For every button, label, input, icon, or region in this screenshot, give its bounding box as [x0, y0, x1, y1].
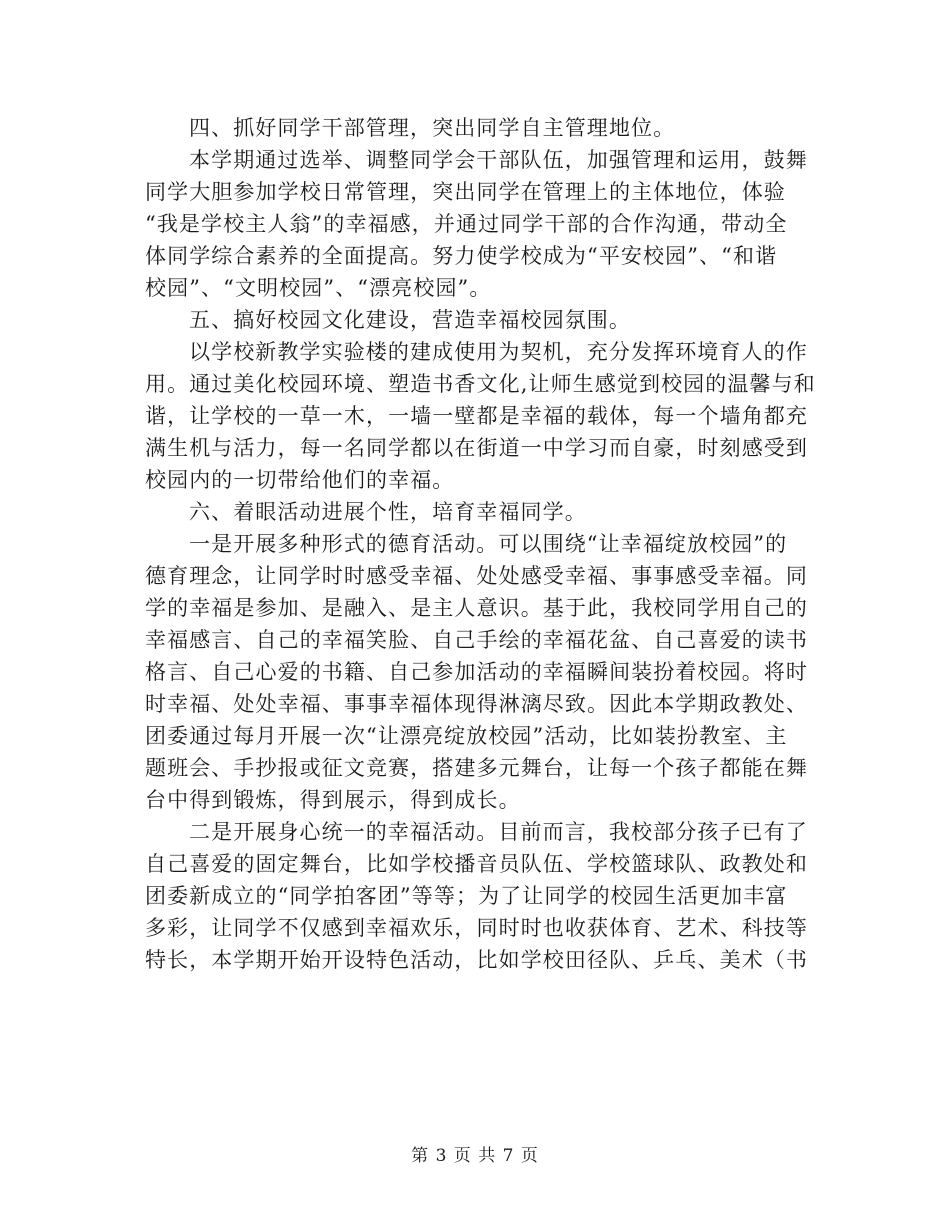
- paragraph-line: 谐，让学校的一草一木，一墙一壁都是幸福的载体，每一个墙角都充: [145, 404, 808, 428]
- paragraph-line: 特长，本学期开始开设特色活动，比如学校田径队、乒乓、美术（书: [145, 948, 808, 972]
- paragraph-line: 团委新成立的“同学拍客团”等等；为了让同学的校园生活更加丰富: [145, 884, 788, 908]
- paragraph-line: 时幸福、处处幸福、事事幸福体现得淋漓尽致。因此本学期政教处、: [145, 692, 808, 716]
- paragraph-line: 校园”、“文明校园”、“漂亮校园”。: [145, 276, 492, 300]
- section-heading-5: 五、搞好校园文化建设，营造幸福校园氛围。: [189, 308, 631, 332]
- paragraph-line: 格言、自己心爱的书籍、自己参加活动的幸福瞬间装扮着校园。将时: [145, 660, 808, 684]
- paragraph-line: 一是开展多种形式的德育活动。可以围绕“让幸福绽放校园”的: [189, 532, 788, 556]
- paragraph-line: 幸福感言、自己的幸福笑脸、自己手绘的幸福花盆、自己喜爱的读书: [145, 628, 808, 652]
- paragraph-line: 学的幸福是参加、是融入、是主人意识。基于此，我校同学用自己的: [145, 596, 808, 620]
- paragraph-line: 本学期通过选举、调整同学会干部队伍，加强管理和运用，鼓舞: [189, 148, 808, 172]
- paragraph-line: 同学大胆参加学校日常管理，突出同学在管理上的主体地位，体验: [145, 180, 786, 204]
- paragraph-line: 用。通过美化校园环境、塑造书香文化,让师生感觉到校园的温馨与和: [145, 372, 816, 396]
- page-number-footer: 第 3 页 共 7 页: [411, 1146, 539, 1166]
- paragraph-line: 满生机与活力，每一名同学都以在街道一中学习而自豪，时刻感受到: [145, 436, 808, 460]
- section-heading-4: 四、抓好同学干部管理，突出同学自主管理地位。: [189, 116, 676, 140]
- paragraph-line: 台中得到锻炼，得到展示，得到成长。: [145, 788, 521, 812]
- paragraph-line: 以学校新教学实验楼的建成使用为契机，充分发挥环境育人的作: [189, 340, 808, 364]
- paragraph-line: 题班会、手抄报或征文竞赛，搭建多元舞台，让每一个孩子都能在舞: [145, 756, 808, 780]
- paragraph-line: 二是开展身心统一的幸福活动。目前而言，我校部分孩子已有了: [189, 820, 808, 844]
- document-body: [145, 112, 816, 976]
- section-heading-6: 六、着眼活动进展个性，培育幸福同学。: [189, 500, 587, 524]
- paragraph-line: 多彩，让同学不仅感到幸福欢乐，同时时也收获体育、艺术、科技等: [145, 916, 808, 940]
- paragraph-line: 自己喜爱的固定舞台，比如学校播音员队伍、学校篮球队、政教处和: [145, 852, 808, 876]
- paragraph-line: “我是学校主人翁”的幸福感，并通过同学干部的合作沟通，带动全: [145, 212, 788, 236]
- paragraph-line: 德育理念，让同学时时感受幸福、处处感受幸福、事事感受幸福。同: [145, 564, 808, 588]
- paragraph-line: 体同学综合素养的全面提高。努力使学校成为“平安校园”、“和谐: [145, 244, 778, 268]
- paragraph-line: 校园内的一切带给他们的幸福。: [145, 468, 455, 492]
- paragraph-line: 团委通过每月开展一次“让漂亮绽放校园”活动，比如装扮教室、主: [145, 724, 788, 748]
